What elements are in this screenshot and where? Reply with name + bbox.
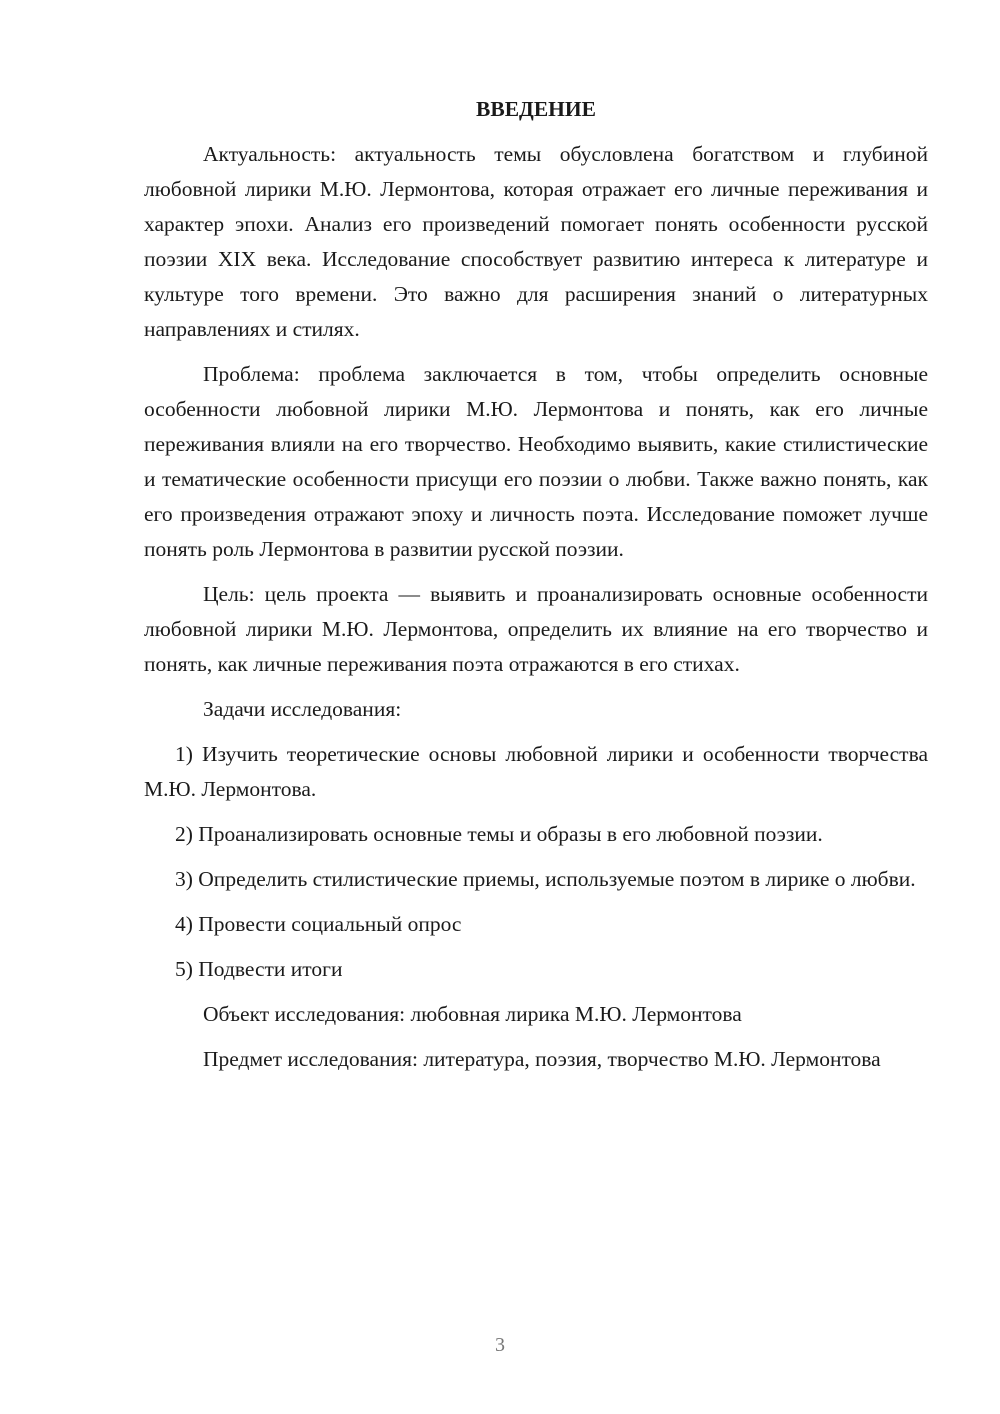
goal-paragraph: Цель: цель проекта — выявить и проанализировать основные особенности любовной лирики М.Ю. Лермонтова, определить их влияние на его творчество и понять, как личные переживания поэта отражаются в его стихах. <box>144 582 928 676</box>
task-item: 4) Провести социальный опрос <box>175 912 462 936</box>
object-paragraph: Объект исследования: любовная лирика М.Ю. Лермонтова <box>203 1002 742 1026</box>
task-item: 1) Изучить теоретические основы любовной лирики и особенности творчества М.Ю. Лермонтова. <box>144 742 928 801</box>
problem-paragraph: Проблема: проблема заключается в том, чтобы определить основные особенности любовной лирики М.Ю. Лермонтова и понять, как его личные переживания влияли на его творчество. Необходимо выявить, какие стилистические и тематические особенности присущи его поэзии о любви. Также важно понять, как его произведения отражают эпоху и личность поэта. Исследование поможет лучше понять роль Лермонтова в развитии русской поэзии. <box>144 362 928 561</box>
page-number: 3 <box>495 1334 505 1356</box>
task-item: 2) Проанализировать основные темы и образы в его любовной поэзии. <box>175 822 823 846</box>
task-item: 5) Подвести итоги <box>175 957 343 981</box>
relevance-paragraph: Актуальность: актуальность темы обусловлена богатством и глубиной любовной лирики М.Ю. Лермонтова, которая отражает его личные переживания и характер эпохи. Анализ его произведений помогает понять особенности русской поэзии XIX века. Исследование способствует развитию интереса к литературе и культуре того времени. Это важно для расширения знаний о литературных направлениях и стилях. <box>144 142 928 341</box>
document-page <box>144 92 928 1087</box>
subject-paragraph: Предмет исследования: литература, поэзия, творчество М.Ю. Лермонтова <box>203 1047 881 1071</box>
task-item: 3) Определить стилистические приемы, используемые поэтом в лирике о любви. <box>175 867 916 891</box>
tasks-heading: Задачи исследования: <box>203 697 402 721</box>
section-title: ВВЕДЕНИЕ <box>476 97 596 121</box>
